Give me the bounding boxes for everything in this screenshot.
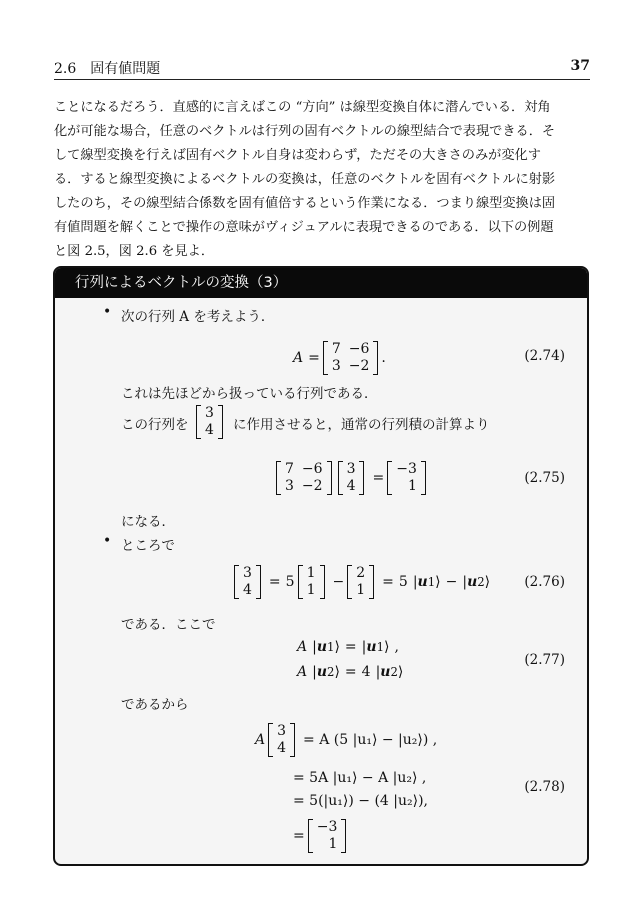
vector-3-4 xyxy=(193,400,226,444)
matrix-entry: 4 xyxy=(243,582,252,598)
equation-number: (2.77) xyxy=(524,652,565,668)
math-symbol: 1 xyxy=(376,640,384,654)
matrix-entry: 1 xyxy=(328,836,338,852)
matrix-entry: 3 xyxy=(205,405,214,421)
bracket-right xyxy=(327,461,332,495)
bracket-right xyxy=(341,819,346,853)
matrix-entries xyxy=(343,461,360,495)
matrix-entry: 1 xyxy=(356,582,366,598)
matrix-v11 xyxy=(298,565,325,599)
math-symbol: | xyxy=(312,664,317,680)
naru-text: になる． xyxy=(121,514,175,530)
math-symbol: A xyxy=(297,639,308,655)
apply-text-pre: この行列を xyxy=(121,417,189,433)
matrix-entry: −2 xyxy=(348,358,370,374)
equation-2-78-line4 xyxy=(293,814,349,858)
matrix-entries xyxy=(239,565,256,599)
math-symbol: 4 xyxy=(361,664,371,680)
math-symbol: | xyxy=(375,664,381,680)
dearu-koko-text: である．ここで xyxy=(121,617,216,633)
equation-2-78-line3 xyxy=(293,790,428,812)
matrix-entry: −6 xyxy=(348,341,370,357)
paragraph-line: して線型変換を行えば固有ベクトル自身は変わらず，ただその大きさのみが変化す xyxy=(54,148,541,163)
matrix-v21 xyxy=(347,565,374,599)
bracket-right xyxy=(256,565,261,599)
math-symbol: u xyxy=(467,574,478,590)
matrix-entry: 1 xyxy=(306,565,316,581)
math-symbol: ⟩ xyxy=(397,664,404,680)
eq74-comment: これは先ほどから扱っている行列である． xyxy=(121,386,378,402)
matrix-entry: 7 xyxy=(331,341,341,357)
running-header xyxy=(54,58,590,80)
dearukara-text: であるから xyxy=(121,697,189,713)
matrix-entries xyxy=(392,461,421,495)
matrix-entry: 1 xyxy=(306,582,316,598)
equation-2-78-line1 xyxy=(255,718,437,762)
matrix-v34 xyxy=(338,461,365,495)
math-symbol: = xyxy=(382,574,394,590)
math-symbol: 2 xyxy=(327,665,335,679)
equation-2-75 xyxy=(273,456,429,500)
math-symbol: u xyxy=(380,664,391,680)
matrix-result xyxy=(387,461,426,495)
matrix-entries xyxy=(273,723,290,757)
math-symbol: 5 xyxy=(285,574,295,590)
bullet1-text: 次の行列 A を考えよう． xyxy=(121,309,275,325)
matrix-entry: −6 xyxy=(301,461,323,477)
matrix-entry: 4 xyxy=(277,740,287,756)
math-symbol: u xyxy=(417,574,428,590)
matrix-A xyxy=(323,341,379,375)
paragraph-line: る．すると線型変換によるベクトルの変換は，任意のベクトルを固有ベクトルに射影 xyxy=(54,172,556,187)
bracket-right xyxy=(320,565,325,599)
matrix-entries xyxy=(281,461,327,495)
matrix-entry: 3 xyxy=(243,565,252,581)
math-symbol: 2 xyxy=(477,575,485,589)
math-symbol: | xyxy=(462,574,468,590)
bracket-right xyxy=(359,461,364,495)
bullet-marker: • xyxy=(103,533,112,549)
matrix-entries xyxy=(313,819,342,853)
equation-2-78-line2 xyxy=(293,767,426,789)
page-number: 37 xyxy=(570,58,590,74)
math-symbol: = xyxy=(372,470,385,486)
equation-number: (2.75) xyxy=(524,470,565,486)
math-symbol: 1 xyxy=(327,640,335,654)
matrix-entry: 1 xyxy=(407,478,417,494)
matrix-entry: 3 xyxy=(331,358,341,374)
matrix-v34 xyxy=(196,405,223,439)
matrix-entry: 2 xyxy=(356,565,366,581)
apply-text-post: に作用させると，通常の行列積の計算より xyxy=(233,417,490,433)
math-symbol: ⟩ xyxy=(435,574,441,590)
math-symbol: u xyxy=(316,639,328,655)
math-symbol: u xyxy=(316,664,328,680)
bracket-right xyxy=(290,723,295,757)
math-symbol: A xyxy=(255,732,266,748)
math-symbol: , xyxy=(394,639,399,655)
equation-2-77-line2 xyxy=(297,661,403,683)
bracket-right xyxy=(373,341,378,375)
equation-number: (2.74) xyxy=(524,348,565,364)
equation-2-77-line1 xyxy=(297,636,399,658)
paragraph-line: ことになるだろう．直感的に言えばこの “方向” は線型変換自体に潜んでいる．対角 xyxy=(54,100,551,115)
paragraph-line: 化が可能な場合，任意のベクトルは行列の固有ベクトルの線型結合で表現できる．そ xyxy=(54,124,556,139)
math-symbol: A xyxy=(293,350,304,366)
matrix-entry: −3 xyxy=(396,461,417,477)
matrix-entry: 3 xyxy=(285,478,294,494)
matrix-A xyxy=(276,461,332,495)
math-symbol: A xyxy=(297,664,308,680)
matrix-entry: 3 xyxy=(277,723,287,739)
math-symbol: = xyxy=(268,574,281,590)
bracket-right xyxy=(421,461,426,495)
matrix-entry: 4 xyxy=(205,422,214,438)
body-paragraph xyxy=(54,96,590,264)
matrix-entry: 4 xyxy=(346,478,356,494)
equation-2-74 xyxy=(293,338,386,378)
math-symbol: − xyxy=(332,574,345,590)
math-symbol: | xyxy=(312,639,317,655)
math-symbol: 1 xyxy=(427,575,436,589)
math-symbol: = xyxy=(308,350,320,366)
bracket-right xyxy=(218,405,223,439)
matrix-result xyxy=(308,819,347,853)
example-title: 行列によるベクトルの変換（3） xyxy=(55,268,587,298)
section-title: 2.6 固有値問題 xyxy=(54,61,161,77)
equation-2-78-rhs: = A (5 |u₁⟩ − |u₂⟩) , xyxy=(303,732,438,748)
matrix-entry: −3 xyxy=(316,819,338,835)
matrix-entry: 3 xyxy=(346,461,356,477)
matrix-entry: −2 xyxy=(301,478,323,494)
paragraph-line: と図 2.5，図 2.6 を見よ． xyxy=(54,244,215,259)
math-symbol: − xyxy=(445,574,458,590)
matrix-entries xyxy=(201,405,218,439)
equation-2-78-text: = 5(|u₁⟩) − (4 |u₂⟩), xyxy=(293,793,428,809)
math-symbol: ⟩ xyxy=(484,574,491,590)
math-symbol: ⟩ xyxy=(334,639,340,655)
matrix-v34 xyxy=(268,723,295,757)
math-symbol: | xyxy=(412,574,418,590)
example-box xyxy=(53,266,589,866)
matrix-v34 xyxy=(234,565,261,599)
math-symbol: 2 xyxy=(390,665,398,679)
bracket-right xyxy=(369,565,374,599)
matrix-entries xyxy=(352,565,369,599)
equation-number: (2.78) xyxy=(524,779,565,795)
math-symbol: = xyxy=(344,639,357,655)
math-symbol: ⟩ xyxy=(334,664,340,680)
equation-2-78-text: = 5A |u₁⟩ − A |u₂⟩ , xyxy=(293,770,427,786)
matrix-entries xyxy=(328,341,374,375)
math-symbol: 5 xyxy=(398,574,408,590)
math-symbol: . xyxy=(381,350,386,366)
bullet-marker: • xyxy=(103,304,112,320)
math-symbol: | xyxy=(361,639,367,655)
paragraph-line: したのち，その線型結合係数を固有値倍するという作業になる．つまり線型変換は固 xyxy=(54,196,556,211)
paragraph-line: 有値問題を解くことで操作の意味がヴィジュアルに表現できるのである．以下の例題 xyxy=(54,220,554,235)
matrix-entry: 7 xyxy=(285,461,294,477)
math-symbol: ⟩ xyxy=(383,639,390,655)
math-symbol: = xyxy=(293,828,305,844)
bullet2-text: ところで xyxy=(121,538,175,554)
matrix-entries xyxy=(303,565,320,599)
header-rule xyxy=(54,79,590,80)
equation-2-76 xyxy=(231,560,490,604)
equation-number: (2.76) xyxy=(524,574,565,590)
math-symbol: = xyxy=(344,664,357,680)
math-symbol: u xyxy=(366,639,377,655)
